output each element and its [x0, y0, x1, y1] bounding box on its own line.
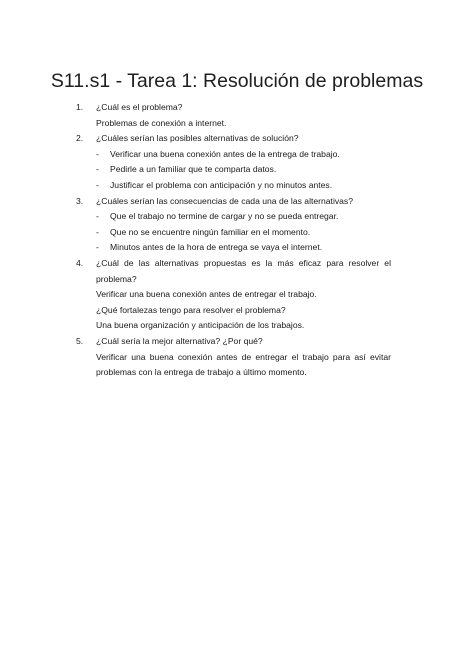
question-item-1: [76, 100, 391, 131]
document-title: S11.s1 - Tarea 1: Resolución de problemas: [50, 70, 424, 93]
dash-bullet: -: [96, 242, 99, 253]
dash-bullet: -: [96, 179, 99, 190]
list-item-text: Minutos antes de la hora de entrega se vaya el internet.: [110, 242, 323, 253]
list-item: [96, 209, 391, 225]
question-text: ¿Cuáles serían las consecuencias de cada una de las alternativas?: [96, 195, 354, 206]
list-item-text: Que no se encuentre ningún familiar en el momento.: [110, 226, 311, 237]
question-text: ¿Cuál sería la mejor alternativa? ¿Por qué?: [96, 335, 263, 346]
answer-text: Verificar una buena conexión antes de entregar el trabajo para así evitar problemas con la entrega de trabajo a último momento.: [96, 351, 391, 378]
list-item: [96, 178, 391, 194]
dash-bullet: -: [96, 211, 99, 222]
dash-bullet: -: [96, 164, 99, 175]
question-item-4: [76, 256, 391, 334]
answer-text: Verificar una buena conexión antes de entregar el trabajo.: [96, 289, 317, 300]
question-item-2: [76, 131, 391, 193]
list-item: [96, 147, 391, 163]
list-item-text: Verificar una buena conexión antes de la entrega de trabajo.: [110, 148, 340, 159]
alternatives-list: [96, 147, 391, 194]
list-item: [96, 240, 391, 256]
answer-text: Problemas de conexión a internet.: [96, 117, 227, 128]
dash-bullet: -: [96, 148, 99, 159]
question-number: 2.: [76, 133, 84, 144]
question-number: 5.: [76, 335, 84, 346]
consequences-list: [96, 209, 391, 256]
list-item-text: Que el trabajo no termine de cargar y no se pueda entregar.: [110, 211, 339, 222]
follow-up-question-text: ¿Qué fortalezas tengo para resolver el problema?: [96, 304, 286, 315]
question-item-5: [76, 334, 391, 381]
question-text: ¿Cuáles serían las posibles alternativas de solución?: [96, 133, 299, 144]
question-number: 3.: [76, 195, 84, 206]
question-number: 4.: [76, 257, 84, 268]
list-item: [96, 162, 391, 178]
list-item-text: Pedirle a un familiar que te comparta datos.: [110, 164, 277, 175]
follow-up-answer-text: Una buena organización y anticipación de los trabajos.: [96, 320, 305, 331]
question-number: 1.: [76, 102, 84, 112]
question-text: ¿Cuál de las alternativas propuestas es la más eficaz para resolver el problema?: [96, 257, 391, 284]
question-item-3: [76, 194, 391, 256]
list-item: [96, 225, 391, 241]
question-text: ¿Cuál es el problema?: [96, 102, 183, 112]
dash-bullet: -: [96, 226, 99, 237]
question-list: [76, 100, 391, 381]
list-item-text: Justificar el problema con anticipación y no minutos antes.: [110, 179, 333, 190]
